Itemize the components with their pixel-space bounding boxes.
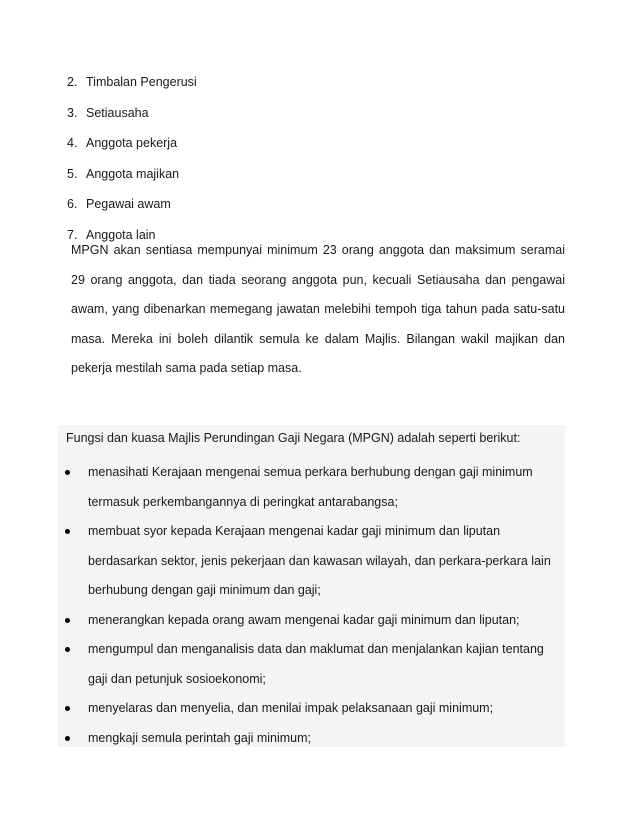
membership-paragraph: MPGN akan sentiasa mempunyai minimum 23 orang anggota dan maksimum seramai 29 orang anggota, dan tiada seorang anggota pun, kecuali Setiausaha dan pengawai awam, yang dibenarkan memegang jawatan melebihi tempoh tiga tahun pada satu-satu masa. Mereka ini boleh dilantik semula ke dalam Majlis. Bilangan wakil majikan dan pekerja mestilah sama pada setiap masa. (71, 243, 565, 375)
list-text: menasihati Kerajaan mengenai semua perkara berhubung dengan gaji minimum termasuk perkembangannya di peringkat antarabangsa; (88, 465, 533, 509)
list-item (67, 130, 197, 161)
list-text: Anggota pekerja (86, 136, 178, 150)
list-item (58, 724, 558, 754)
list-text: Anggota majikan (86, 166, 180, 181)
list-text: menerangkan kepada orang awam mengenai kadar gaji minimum dan liputan; (88, 612, 520, 627)
list-item (58, 635, 558, 694)
list-text: mengkaji semula perintah gaji minimum; (88, 730, 312, 745)
list-item (67, 69, 197, 100)
member-list (67, 69, 197, 252)
list-number: 6. (67, 197, 78, 211)
list-text: Anggota lain (86, 227, 156, 242)
list-text: membuat syor kepada Kerajaan mengenai kadar gaji minimum dan liputan berdasarkan sektor, jenis pekerjaan dan kawasan wilayah, dan perkara-perkara lain berhubung dengan gaji minimum dan gaji; (88, 524, 551, 597)
functions-intro: Fungsi dan kuasa Majlis Perundingan Gaji Negara (MPGN) adalah seperti berikut: (66, 431, 521, 445)
list-item (67, 100, 197, 131)
bullet-icon (65, 470, 70, 475)
list-text: mengumpul dan menganalisis data dan maklumat dan menjalankan kajian tentang gaji dan petunjuk sosioekonomi; (88, 642, 544, 686)
list-item (58, 517, 558, 606)
list-text: Timbalan Pengerusi (86, 75, 197, 89)
list-item (67, 191, 197, 222)
bullet-icon (65, 647, 70, 652)
bullet-icon (65, 618, 70, 623)
list-item (58, 606, 558, 636)
list-number: 2. (67, 75, 78, 89)
list-text: menyelaras dan menyelia, dan menilai impak pelaksanaan gaji minimum; (88, 701, 494, 715)
list-item (58, 694, 558, 724)
list-text: Setiausaha (86, 105, 149, 120)
list-item (58, 458, 558, 517)
functions-list (58, 458, 558, 753)
list-number: 4. (67, 136, 78, 150)
bullet-icon (65, 736, 70, 741)
bullet-icon (65, 706, 70, 711)
list-number: 3. (67, 105, 78, 120)
bullet-icon (65, 529, 70, 534)
list-number: 7. (67, 227, 78, 242)
list-text: Pegawai awam (86, 197, 171, 211)
list-number: 5. (67, 166, 78, 181)
list-item (67, 161, 197, 192)
